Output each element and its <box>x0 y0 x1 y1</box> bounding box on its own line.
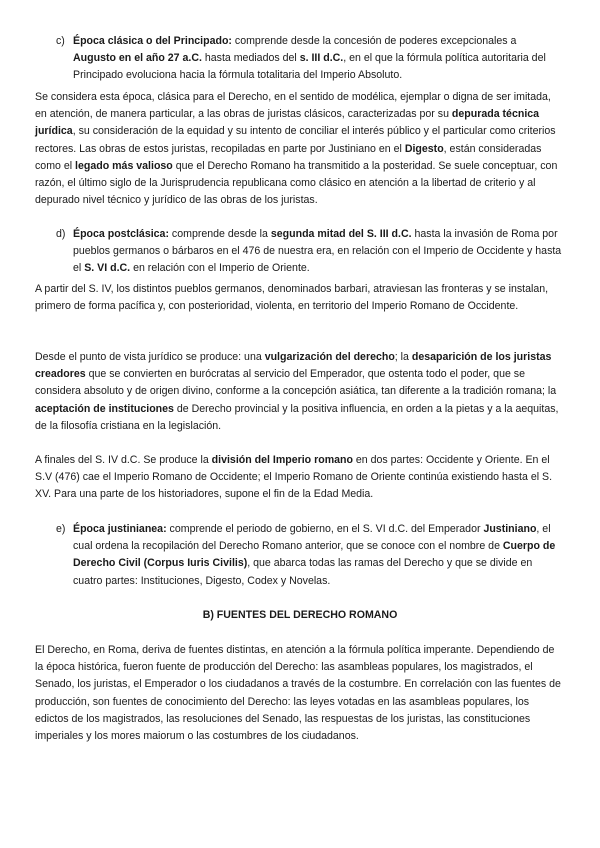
text-run: ; la <box>394 351 412 363</box>
text-run: , en el que la fórmula política autoritaria del Principado evoluciona hacia la fórmula totalitaria del Imperio Absoluto. <box>73 52 546 82</box>
text-run: que se convierten en burócratas al servicio del Emperador, que ostenta todo el poder, que se considera absoluto y de origen divino, conforme a la concepción asiática, tan diferente a la tradición romana; la <box>35 368 557 398</box>
paragraph-siglo-iv <box>35 281 564 315</box>
paragraph-fuentes <box>35 642 564 745</box>
bold-text-run: Justiniano <box>483 523 537 535</box>
paragraph-punto-de-vista-juridico <box>35 349 564 435</box>
bold-text-run: Augusto en el año 27 a.C. <box>73 52 202 65</box>
bold-text-run: Época postclásica: <box>73 228 169 240</box>
list-marker: c) <box>56 35 65 47</box>
item-text <box>73 226 562 278</box>
bold-text-run: vulgarización del derecho <box>264 351 395 363</box>
text-run: comprende el periodo de gobierno, en el S. VI d.C. del Emperador <box>166 523 484 535</box>
text-run: hasta la invasión de Roma por pueblos germanos o bárbaros en el 476 de nuestra era, en relación con el Imperio de Occidente y hasta el <box>73 228 562 275</box>
bold-text-run: división del Imperio romano <box>211 454 353 466</box>
text-run: en relación con el Imperio de Oriente. <box>130 262 310 275</box>
bold-text-run: depurada técnica jurídica <box>35 108 540 138</box>
bold-text-run: segunda mitad del S. III d.C. <box>270 228 412 240</box>
list-marker: e) <box>56 523 66 535</box>
item-text <box>73 521 562 590</box>
text-run: comprende desde la concesión de poderes excepcionales a <box>231 35 517 47</box>
bold-text-run: desaparición de los juristas creadores <box>35 351 552 381</box>
text-run: , que abarca todas las ramas del Derecho y que se divide en cuatro partes: Instituciones, Digesto, Codex y Novelas. <box>73 557 533 587</box>
text-run: Se considera esta época, clásica para el Derecho, en el sentido de modélica, ejemplar o digna de ser imitada, en atención, de manera particular, a las obras de juristas clásicos, caracterizadas por su <box>35 91 551 121</box>
text-run: que el Derecho Romano ha transmitido a la posteridad. Se suele conceptuar, con razón, el último siglo de la Jurisprudencia republicana como clásico en atención a la libertad de criterio y al depurado nivel técnico y jurídico de las obras de los juristas. <box>35 159 558 207</box>
text-run: , están consideradas como el <box>35 142 542 172</box>
text-run: A partir del S. IV, los distintos pueblos germanos, denominados barbari, atraviesan las fronteras y se instalan, primero de forma pacífica y, con posterioridad, violenta, en territorio del Imperio Romano de Occidente. <box>35 283 549 313</box>
bold-text-run: Época clásica o del Principado: <box>73 35 232 47</box>
bold-text-run: aceptación de instituciones <box>35 402 174 415</box>
text-run: , su consideración de la equidad y su intento de conciliar el interés público y el particular como criterios rectores. Las obras de estos juristas, recopiladas en parte por Justiniano en el <box>35 125 556 155</box>
bold-text-run: S. VI d.C. <box>84 262 131 275</box>
section-heading: B) FUENTES DEL DERECHO ROMANO <box>202 609 398 621</box>
paragraph-division-imperio <box>35 452 564 504</box>
text-run: Desde el punto de vista jurídico se produce: una <box>35 351 265 363</box>
text-run: de Derecho provincial y la positiva influencia, en orden a la pietas y a la aequitas, de la filosofía cristiana en la legislación. <box>35 402 559 432</box>
list-item-epoca-postclasica <box>40 226 562 278</box>
text-run: comprende desde la <box>168 228 271 240</box>
text-run: hasta mediados del <box>201 52 300 65</box>
paragraph-epoca-clasica <box>35 89 564 209</box>
bold-text-run: Cuerpo de Derecho Civil (Corpus Iuris Civilis) <box>73 540 556 570</box>
list-marker: d) <box>56 228 66 240</box>
list-item-epoca-justinianea <box>40 521 562 590</box>
item-text <box>73 33 562 85</box>
text-run: , el cual ordena la recopilación del Derecho Romano anterior, que se conoce con el nombre de <box>73 523 551 553</box>
bold-text-run: legado más valioso <box>75 159 173 172</box>
text-run: El Derecho, en Roma, deriva de fuentes distintas, en atención a la fórmula política imperante. Dependiendo de la época histórica, fueron fuente de producción del Derecho: las asambleas populares, los magistrados, el Senado, los juristas, el Emperador o los ciudadanos a través de la costumbre. En correlación con las fuentes de producción, son fuentes de conocimiento del Derecho: las leyes votadas en las asambleas populares, los edictos de los magistrados, las resoluciones del Senado, las respuestas de los juristas, las constituciones imperiales y los mores maiorum o las costumbres de los ciudadanos. <box>35 644 561 743</box>
bold-text-run: s. III d.C. <box>299 52 344 65</box>
bold-text-run: Época justinianea: <box>73 523 167 535</box>
text-run: A finales del S. IV d.C. Se produce la <box>35 454 212 466</box>
list-item-epoca-clasica <box>40 33 562 85</box>
text-run: en dos partes: Occidente y Oriente. En el S.V (476) cae el Imperio Romano de Occidente; el Imperio Romano de Oriente continúa existiendo hasta el S. XV. Para una parte de los historiadores, supone el fin de la Edad Media. <box>35 454 553 501</box>
bold-text-run: Digesto <box>404 142 444 155</box>
